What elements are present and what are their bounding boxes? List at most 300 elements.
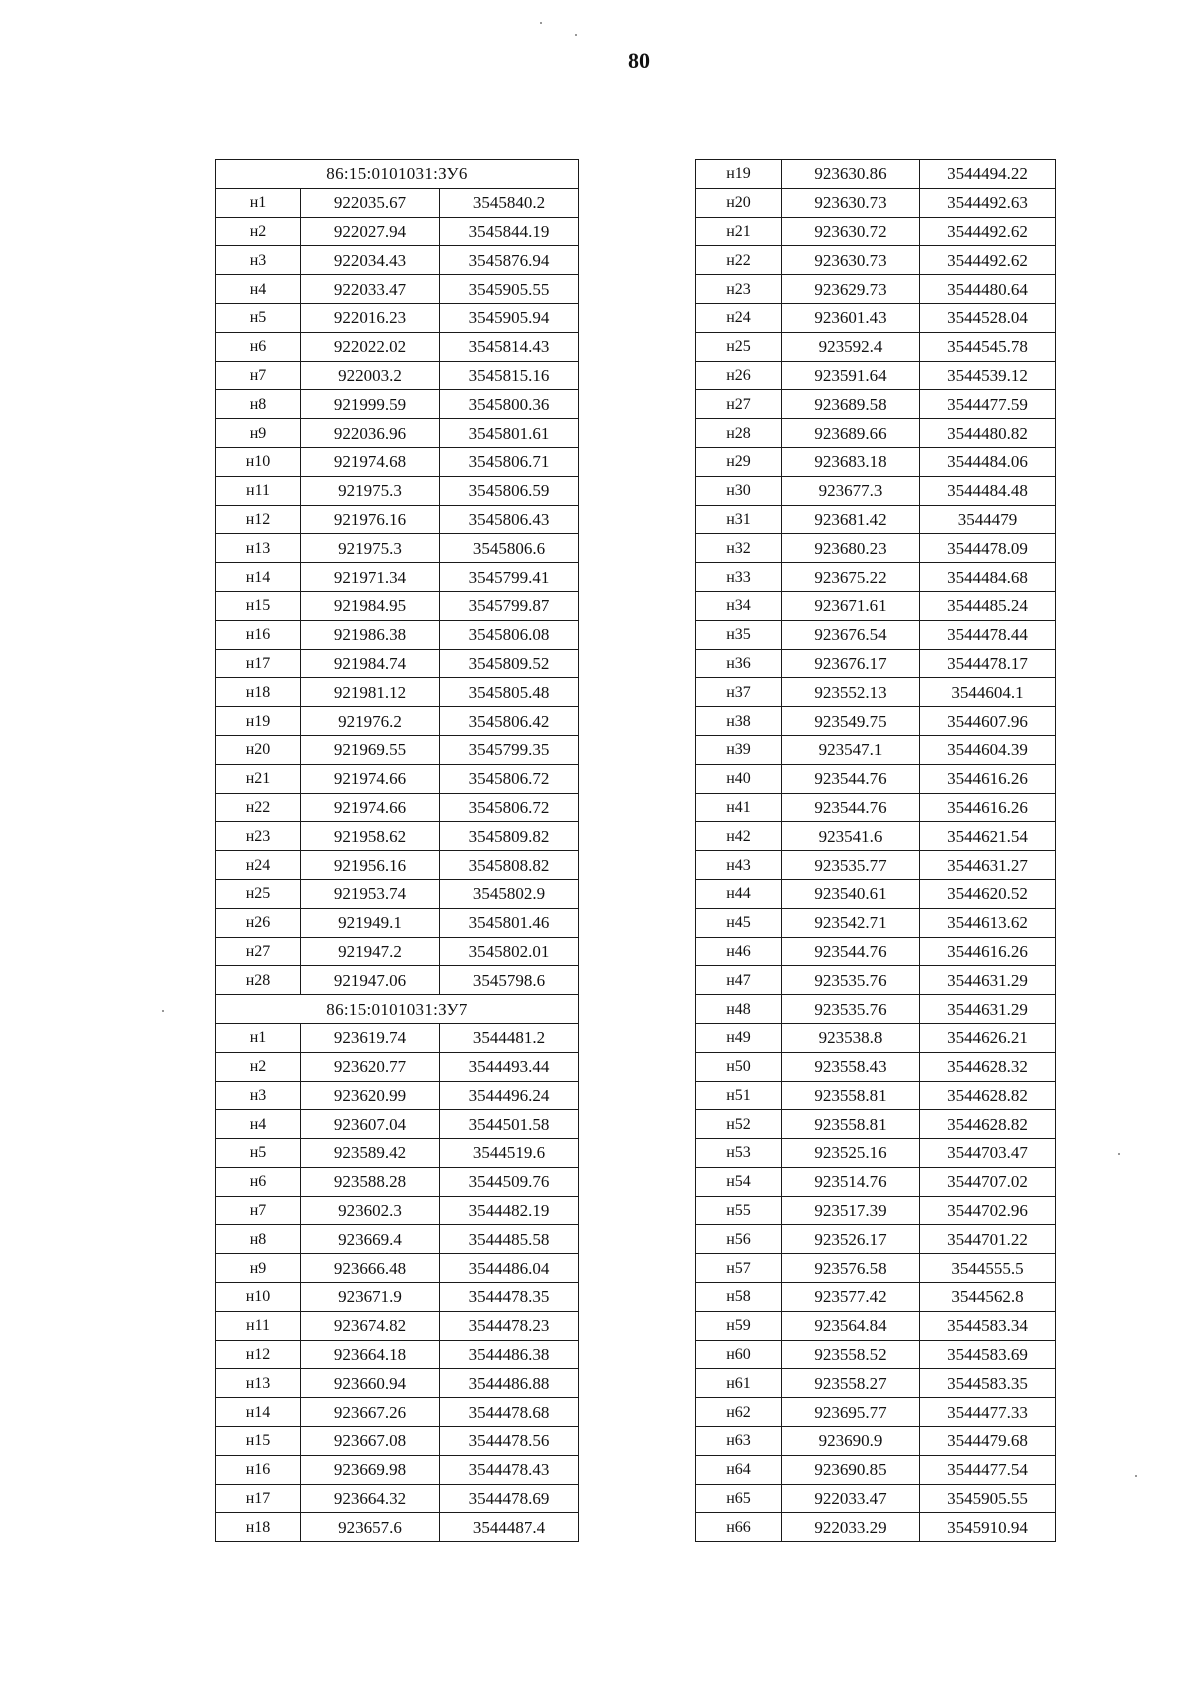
x-coordinate-cell: 923630.86 [782,160,920,189]
y-coordinate-cell: 3545801.46 [440,908,579,937]
x-coordinate-cell: 921976.2 [301,707,440,736]
point-label-cell: н5 [216,303,301,332]
y-coordinate-cell: 3545905.55 [440,275,579,304]
x-coordinate-cell: 923664.32 [301,1484,440,1513]
y-coordinate-cell: 3545800.36 [440,390,579,419]
table-row [696,678,1056,707]
x-coordinate-cell: 923630.72 [782,217,920,246]
table-row [216,822,579,851]
x-coordinate-cell: 921947.06 [301,966,440,995]
y-coordinate-cell: 3544492.62 [920,246,1056,275]
point-label-cell: н10 [216,1283,301,1312]
x-coordinate-cell: 923541.6 [782,822,920,851]
table-row [696,476,1056,505]
table-row [696,851,1056,880]
point-label-cell: н55 [696,1196,782,1225]
point-label-cell: н47 [696,966,782,995]
y-coordinate-cell: 3544479.68 [920,1427,1056,1456]
y-coordinate-cell: 3544485.58 [440,1225,579,1254]
table-row [696,275,1056,304]
point-label-cell: н4 [216,1110,301,1139]
point-label-cell: н61 [696,1369,782,1398]
y-coordinate-cell: 3544509.76 [440,1167,579,1196]
table-row [696,1023,1056,1052]
cadastral-number-heading: 86:15:0101031:ЗУ7 [216,995,579,1024]
table-row [696,735,1056,764]
y-coordinate-cell: 3544631.27 [920,851,1056,880]
table-row [216,505,579,534]
scan-speck [1135,1475,1137,1477]
point-label-cell: н19 [696,160,782,189]
x-coordinate-cell: 922036.96 [301,419,440,448]
table-row [696,649,1056,678]
table-row [696,1139,1056,1168]
point-label-cell: н63 [696,1427,782,1456]
x-coordinate-cell: 922033.47 [301,275,440,304]
point-label-cell: н60 [696,1340,782,1369]
point-label-cell: н6 [216,1167,301,1196]
y-coordinate-cell: 3544478.43 [440,1455,579,1484]
point-label-cell: н21 [696,217,782,246]
table-row [696,591,1056,620]
point-label-cell: н18 [216,1513,301,1542]
x-coordinate-cell: 923675.22 [782,563,920,592]
table-row [696,563,1056,592]
y-coordinate-cell: 3544631.29 [920,966,1056,995]
y-coordinate-cell: 3544485.24 [920,591,1056,620]
y-coordinate-cell: 3545799.35 [440,735,579,764]
point-label-cell: н64 [696,1455,782,1484]
x-coordinate-cell: 923620.99 [301,1081,440,1110]
y-coordinate-cell: 3544628.82 [920,1081,1056,1110]
y-coordinate-cell: 3545808.82 [440,851,579,880]
table-row [696,505,1056,534]
point-label-cell: н16 [216,620,301,649]
x-coordinate-cell: 921947.2 [301,937,440,966]
table-row [216,1455,579,1484]
y-coordinate-cell: 3545802.9 [440,879,579,908]
y-coordinate-cell: 3544539.12 [920,361,1056,390]
y-coordinate-cell: 3544486.88 [440,1369,579,1398]
table-row [696,793,1056,822]
point-label-cell: н4 [216,275,301,304]
x-coordinate-cell: 923677.3 [782,476,920,505]
y-coordinate-cell: 3544492.62 [920,217,1056,246]
table-row [696,1311,1056,1340]
x-coordinate-cell: 923588.28 [301,1167,440,1196]
point-label-cell: н12 [216,505,301,534]
table-row [216,390,579,419]
x-coordinate-cell: 923552.13 [782,678,920,707]
y-coordinate-cell: 3545815.16 [440,361,579,390]
table-row [216,217,579,246]
point-label-cell: н37 [696,678,782,707]
x-coordinate-cell: 923592.4 [782,332,920,361]
y-coordinate-cell: 3544477.54 [920,1455,1056,1484]
y-coordinate-cell: 3544480.64 [920,275,1056,304]
point-label-cell: н19 [216,707,301,736]
y-coordinate-cell: 3545801.61 [440,419,579,448]
point-label-cell: н65 [696,1484,782,1513]
point-label-cell: н62 [696,1398,782,1427]
table-row [216,735,579,764]
table-row [696,246,1056,275]
y-coordinate-cell: 3544626.21 [920,1023,1056,1052]
scan-speck [540,22,542,24]
y-coordinate-cell: 3545799.41 [440,563,579,592]
point-label-cell: н56 [696,1225,782,1254]
table-row [696,1081,1056,1110]
cadastral-number-heading: 86:15:0101031:ЗУ6 [216,160,579,189]
x-coordinate-cell: 923676.17 [782,649,920,678]
x-coordinate-cell: 923695.77 [782,1398,920,1427]
point-label-cell: н6 [216,332,301,361]
x-coordinate-cell: 922003.2 [301,361,440,390]
table-row [696,188,1056,217]
point-label-cell: н3 [216,1081,301,1110]
table-row [696,303,1056,332]
x-coordinate-cell: 921969.55 [301,735,440,764]
point-label-cell: н48 [696,995,782,1024]
y-coordinate-cell: 3544478.23 [440,1311,579,1340]
y-coordinate-cell: 3544478.56 [440,1427,579,1456]
x-coordinate-cell: 923525.16 [782,1139,920,1168]
y-coordinate-cell: 3544583.34 [920,1311,1056,1340]
y-coordinate-cell: 3544604.1 [920,678,1056,707]
x-coordinate-cell: 921953.74 [301,879,440,908]
table-row [216,620,579,649]
x-coordinate-cell: 921956.16 [301,851,440,880]
x-coordinate-cell: 923538.8 [782,1023,920,1052]
section-header-row [216,995,579,1024]
table-row [216,1311,579,1340]
y-coordinate-cell: 3544496.24 [440,1081,579,1110]
y-coordinate-cell: 3544478.09 [920,534,1056,563]
x-coordinate-cell: 923589.42 [301,1139,440,1168]
x-coordinate-cell: 921975.3 [301,476,440,505]
table-row [696,1196,1056,1225]
y-coordinate-cell: 3544628.82 [920,1110,1056,1139]
table-row [696,447,1056,476]
x-coordinate-cell: 923601.43 [782,303,920,332]
y-coordinate-cell: 3545844.19 [440,217,579,246]
y-coordinate-cell: 3545806.6 [440,534,579,563]
page-number: 80 [628,48,650,73]
point-label-cell: н30 [696,476,782,505]
point-label-cell: н66 [696,1513,782,1542]
table-row [216,1513,579,1542]
table-row [216,1254,579,1283]
point-label-cell: н50 [696,1052,782,1081]
point-label-cell: н13 [216,534,301,563]
y-coordinate-cell: 3544545.78 [920,332,1056,361]
y-coordinate-cell: 3545806.72 [440,793,579,822]
table-row [696,390,1056,419]
y-coordinate-cell: 3544480.82 [920,419,1056,448]
x-coordinate-cell: 922027.94 [301,217,440,246]
table-row [216,275,579,304]
x-coordinate-cell: 923676.54 [782,620,920,649]
scan-speck [1118,1153,1120,1155]
point-label-cell: н14 [216,563,301,592]
table-row [216,908,579,937]
scan-speck [162,1010,164,1012]
x-coordinate-cell: 923689.66 [782,419,920,448]
table-row [216,332,579,361]
table-row [216,707,579,736]
point-label-cell: н52 [696,1110,782,1139]
x-coordinate-cell: 923535.77 [782,851,920,880]
point-label-cell: н25 [216,879,301,908]
x-coordinate-cell: 923535.76 [782,966,920,995]
y-coordinate-cell: 3544613.62 [920,908,1056,937]
point-label-cell: н44 [696,879,782,908]
table-row [216,1196,579,1225]
x-coordinate-cell: 922035.67 [301,188,440,217]
y-coordinate-cell: 3544583.35 [920,1369,1056,1398]
y-coordinate-cell: 3545798.6 [440,966,579,995]
table-row [696,908,1056,937]
y-coordinate-cell: 3545806.72 [440,764,579,793]
x-coordinate-cell: 921984.95 [301,591,440,620]
point-label-cell: н8 [216,1225,301,1254]
point-label-cell: н1 [216,188,301,217]
point-label-cell: н12 [216,1340,301,1369]
x-coordinate-cell: 923544.76 [782,764,920,793]
x-coordinate-cell: 922022.02 [301,332,440,361]
point-label-cell: н54 [696,1167,782,1196]
y-coordinate-cell: 3545814.43 [440,332,579,361]
table-row [696,995,1056,1024]
point-label-cell: н28 [216,966,301,995]
x-coordinate-cell: 923577.42 [782,1283,920,1312]
point-label-cell: н40 [696,764,782,793]
y-coordinate-cell: 3544484.68 [920,563,1056,592]
point-label-cell: н38 [696,707,782,736]
point-label-cell: н25 [696,332,782,361]
point-label-cell: н49 [696,1023,782,1052]
point-label-cell: н33 [696,563,782,592]
table-row [216,764,579,793]
point-label-cell: н39 [696,735,782,764]
point-label-cell: н42 [696,822,782,851]
y-coordinate-cell: 3544528.04 [920,303,1056,332]
x-coordinate-cell: 921976.16 [301,505,440,534]
y-coordinate-cell: 3544479 [920,505,1056,534]
x-coordinate-cell: 923629.73 [782,275,920,304]
coordinates-table-left [215,159,579,1542]
point-label-cell: н9 [216,419,301,448]
point-label-cell: н10 [216,447,301,476]
x-coordinate-cell: 923558.81 [782,1110,920,1139]
point-label-cell: н24 [216,851,301,880]
table-row [696,822,1056,851]
x-coordinate-cell: 923680.23 [782,534,920,563]
y-coordinate-cell: 3544703.47 [920,1139,1056,1168]
point-label-cell: н53 [696,1139,782,1168]
y-coordinate-cell: 3544478.35 [440,1283,579,1312]
table-row [216,1167,579,1196]
x-coordinate-cell: 923664.18 [301,1340,440,1369]
point-label-cell: н23 [216,822,301,851]
point-label-cell: н41 [696,793,782,822]
table-row [696,1340,1056,1369]
x-coordinate-cell: 921974.68 [301,447,440,476]
table-row [216,563,579,592]
y-coordinate-cell: 3544501.58 [440,1110,579,1139]
y-coordinate-cell: 3544486.04 [440,1254,579,1283]
x-coordinate-cell: 923549.75 [782,707,920,736]
x-coordinate-cell: 923544.76 [782,937,920,966]
x-coordinate-cell: 921958.62 [301,822,440,851]
y-coordinate-cell: 3544493.44 [440,1052,579,1081]
y-coordinate-cell: 3544478.17 [920,649,1056,678]
x-coordinate-cell: 923591.64 [782,361,920,390]
table-row [216,1398,579,1427]
point-label-cell: н23 [696,275,782,304]
table-row [696,1484,1056,1513]
y-coordinate-cell: 3545802.01 [440,937,579,966]
y-coordinate-cell: 3545806.71 [440,447,579,476]
point-label-cell: н15 [216,1427,301,1456]
y-coordinate-cell: 3544494.22 [920,160,1056,189]
table-row [696,1052,1056,1081]
x-coordinate-cell: 923558.52 [782,1340,920,1369]
point-label-cell: н24 [696,303,782,332]
x-coordinate-cell: 923690.9 [782,1427,920,1456]
point-label-cell: н26 [696,361,782,390]
table-row [696,1283,1056,1312]
point-label-cell: н11 [216,1311,301,1340]
y-coordinate-cell: 3545806.59 [440,476,579,505]
table-row [696,966,1056,995]
y-coordinate-cell: 3544607.96 [920,707,1056,736]
y-coordinate-cell: 3544492.63 [920,188,1056,217]
x-coordinate-cell: 923669.4 [301,1225,440,1254]
y-coordinate-cell: 3545799.87 [440,591,579,620]
point-label-cell: н11 [216,476,301,505]
x-coordinate-cell: 921974.66 [301,793,440,822]
y-coordinate-cell: 3545910.94 [920,1513,1056,1542]
x-coordinate-cell: 923669.98 [301,1455,440,1484]
y-coordinate-cell: 3544481.2 [440,1023,579,1052]
y-coordinate-cell: 3544628.32 [920,1052,1056,1081]
y-coordinate-cell: 3544604.39 [920,735,1056,764]
x-coordinate-cell: 922033.47 [782,1484,920,1513]
point-label-cell: н18 [216,678,301,707]
table-row [216,793,579,822]
table-row [696,534,1056,563]
table-row [696,1398,1056,1427]
y-coordinate-cell: 3545905.55 [920,1484,1056,1513]
y-coordinate-cell: 3544621.54 [920,822,1056,851]
table-row [696,1254,1056,1283]
table-row [696,217,1056,246]
x-coordinate-cell: 923671.61 [782,591,920,620]
x-coordinate-cell: 923544.76 [782,793,920,822]
point-label-cell: н51 [696,1081,782,1110]
table-row [216,937,579,966]
point-label-cell: н1 [216,1023,301,1052]
x-coordinate-cell: 923576.58 [782,1254,920,1283]
table-row [696,332,1056,361]
point-label-cell: н46 [696,937,782,966]
table-row [216,534,579,563]
point-label-cell: н59 [696,1311,782,1340]
table-row [696,1225,1056,1254]
point-label-cell: н22 [216,793,301,822]
table-row [216,246,579,275]
y-coordinate-cell: 3544707.02 [920,1167,1056,1196]
y-coordinate-cell: 3544484.06 [920,447,1056,476]
y-coordinate-cell: 3544631.29 [920,995,1056,1024]
x-coordinate-cell: 923540.61 [782,879,920,908]
x-coordinate-cell: 923657.6 [301,1513,440,1542]
y-coordinate-cell: 3544478.69 [440,1484,579,1513]
point-label-cell: н20 [696,188,782,217]
y-coordinate-cell: 3544616.26 [920,793,1056,822]
x-coordinate-cell: 921986.38 [301,620,440,649]
x-coordinate-cell: 921984.74 [301,649,440,678]
point-label-cell: н15 [216,591,301,620]
point-label-cell: н20 [216,735,301,764]
point-label-cell: н13 [216,1369,301,1398]
table-row [216,1225,579,1254]
x-coordinate-cell: 921999.59 [301,390,440,419]
point-label-cell: н28 [696,419,782,448]
y-coordinate-cell: 3545806.08 [440,620,579,649]
point-label-cell: н3 [216,246,301,275]
table-row [696,1455,1056,1484]
x-coordinate-cell: 923630.73 [782,188,920,217]
table-row [216,1139,579,1168]
point-label-cell: н7 [216,1196,301,1225]
y-coordinate-cell: 3545806.42 [440,707,579,736]
x-coordinate-cell: 923526.17 [782,1225,920,1254]
table-row [216,966,579,995]
table-row [216,1427,579,1456]
x-coordinate-cell: 923666.48 [301,1254,440,1283]
point-label-cell: н36 [696,649,782,678]
x-coordinate-cell: 923514.76 [782,1167,920,1196]
table-row [216,419,579,448]
point-label-cell: н58 [696,1283,782,1312]
point-label-cell: н7 [216,361,301,390]
y-coordinate-cell: 3544555.5 [920,1254,1056,1283]
point-label-cell: н32 [696,534,782,563]
x-coordinate-cell: 923602.3 [301,1196,440,1225]
x-coordinate-cell: 923558.43 [782,1052,920,1081]
table-row [216,1081,579,1110]
table-row [696,419,1056,448]
point-label-cell: н27 [696,390,782,419]
table-row [216,188,579,217]
point-label-cell: н21 [216,764,301,793]
table-row [216,1369,579,1398]
point-label-cell: н31 [696,505,782,534]
x-coordinate-cell: 923667.26 [301,1398,440,1427]
table-row [696,707,1056,736]
x-coordinate-cell: 923660.94 [301,1369,440,1398]
y-coordinate-cell: 3544477.33 [920,1398,1056,1427]
y-coordinate-cell: 3544478.44 [920,620,1056,649]
point-label-cell: н43 [696,851,782,880]
x-coordinate-cell: 923547.1 [782,735,920,764]
table-row [216,361,579,390]
table-row [696,160,1056,189]
table-row [696,764,1056,793]
y-coordinate-cell: 3544486.38 [440,1340,579,1369]
